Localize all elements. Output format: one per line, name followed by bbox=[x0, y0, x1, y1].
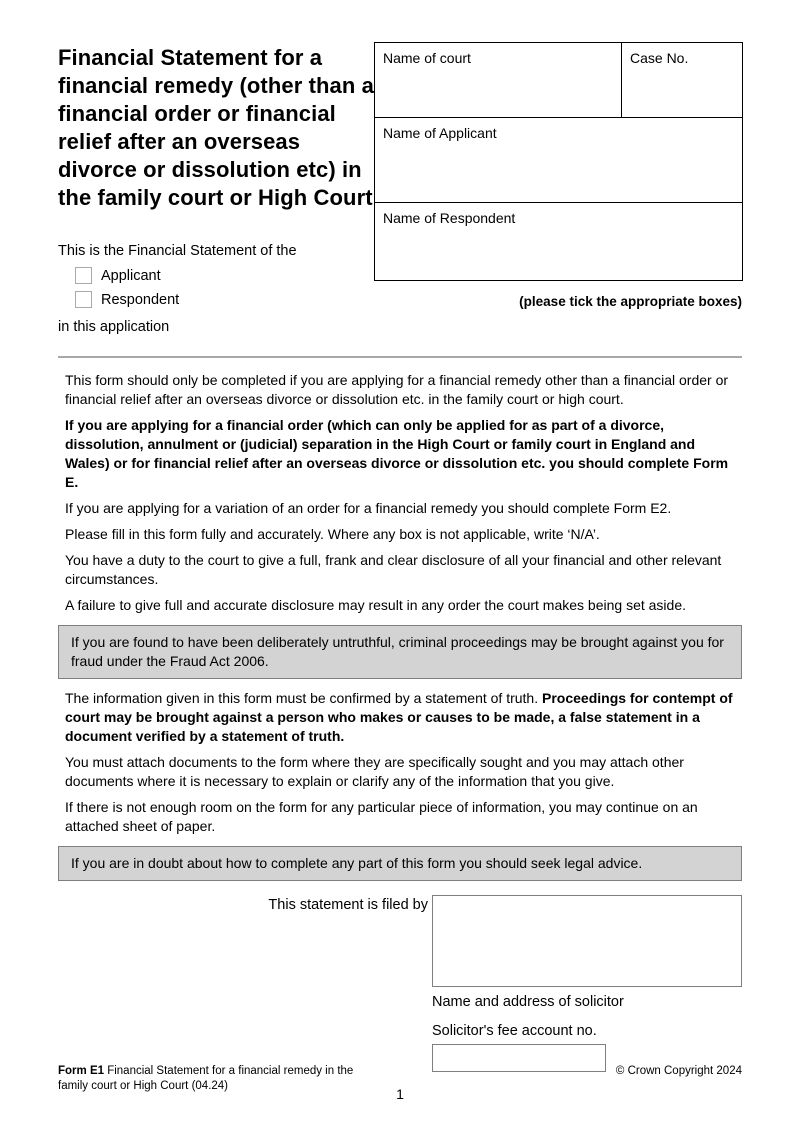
statement-intro-text: This is the Financial Statement of the bbox=[58, 243, 297, 259]
case-no-field[interactable] bbox=[622, 43, 743, 118]
instruction-paragraph: If you are applying for a financial order (which can only be applied for as part of a divorce, dissolution, annulment or (judicial) separation in the High Court or family court in England and Wales) or for financial relief after an overseas divorce or dissolution etc. you should complete Form E. bbox=[65, 417, 729, 490]
instruction-paragraph: You have a duty to the court to give a full, frank and clear disclosure of all your financial and other relevant circumstances. bbox=[65, 552, 722, 587]
statement-outro-text: in this application bbox=[58, 319, 170, 335]
name-of-applicant-field[interactable] bbox=[375, 118, 743, 203]
respondent-option bbox=[75, 291, 374, 308]
instruction-paragraph: If there is not enough room on the form for any particular piece of information, you may continue on an attached sheet of paper. bbox=[65, 799, 698, 834]
tick-note: (please tick the appropriate boxes) bbox=[519, 294, 742, 309]
respondent-checkbox-label: Respondent bbox=[101, 291, 180, 308]
header bbox=[58, 42, 742, 335]
page-title: Financial Statement for a financial remedy (other than a financial order or financial relief after an overseas divorce or dissolution etc) in the family court or High Court bbox=[58, 45, 374, 210]
instruction-paragraph: If you are applying for a variation of an order for a financial remedy you should complete Form E2. bbox=[65, 500, 672, 516]
header-right-column bbox=[374, 42, 742, 309]
instructions bbox=[65, 371, 742, 881]
instruction-paragraph: Please fill in this form fully and accurately. Where any box is not applicable, write ‘N/A’. bbox=[65, 526, 600, 542]
filed-by-right-column bbox=[432, 895, 742, 1072]
warning-box: If you are found to have been deliberately untruthful, criminal proceedings may be brought against you for fraud under the Fraud Act 2006. bbox=[58, 625, 742, 679]
instruction-paragraph: The information given in this form must be confirmed by a statement of truth. Proceedings for contempt of court may be brought against a person who makes or causes to be made, a false statement in a document verified by a statement of truth. bbox=[65, 690, 733, 744]
statement-of-block bbox=[58, 243, 374, 335]
instruction-paragraph: You must attach documents to the form where they are specifically sought and you may attach other documents where it is necessary to explain or clarify any of the information that you give. bbox=[65, 754, 684, 789]
instruction-paragraph: A failure to give full and accurate disclosure may result in any order the court makes being set aside. bbox=[65, 597, 686, 613]
header-left-column bbox=[58, 42, 374, 335]
instruction-paragraph: This form should only be completed if you are applying for a financial remedy other than a financial order or financial relief after an overseas divorce or dissolution etc. in the family court or high court. bbox=[65, 372, 729, 407]
case-no-label: Case No. bbox=[630, 50, 689, 66]
filed-by-input-box[interactable] bbox=[432, 895, 742, 987]
copyright-notice: © Crown Copyright 2024 bbox=[615, 1065, 742, 1077]
warning-box: If you are in doubt about how to complete any part of this form you should seek legal advice. bbox=[58, 846, 742, 881]
name-of-respondent-field[interactable] bbox=[375, 203, 743, 281]
name-of-applicant-label: Name of Applicant bbox=[383, 125, 497, 141]
applicant-option bbox=[75, 267, 374, 284]
page-number: 1 bbox=[396, 1086, 404, 1102]
filed-by-label: This statement is filed by bbox=[268, 897, 428, 913]
filed-by-section bbox=[58, 895, 742, 1072]
applicant-checkbox-label: Applicant bbox=[101, 267, 161, 284]
divider bbox=[58, 356, 742, 358]
name-of-court-field[interactable] bbox=[375, 43, 622, 118]
court-details-table bbox=[374, 42, 743, 281]
name-of-court-label: Name of court bbox=[383, 50, 471, 66]
fee-account-label: Solicitor's fee account no. bbox=[432, 1023, 597, 1039]
respondent-checkbox[interactable] bbox=[75, 291, 92, 308]
applicant-checkbox[interactable] bbox=[75, 267, 92, 284]
solicitor-caption: Name and address of solicitor bbox=[432, 994, 624, 1010]
footer-form-id: Form E1 bbox=[58, 1065, 105, 1077]
name-of-respondent-label: Name of Respondent bbox=[383, 210, 516, 226]
footer-form-title: Financial Statement for a financial remedy in the family court or High Court (04.24) bbox=[58, 1065, 354, 1092]
